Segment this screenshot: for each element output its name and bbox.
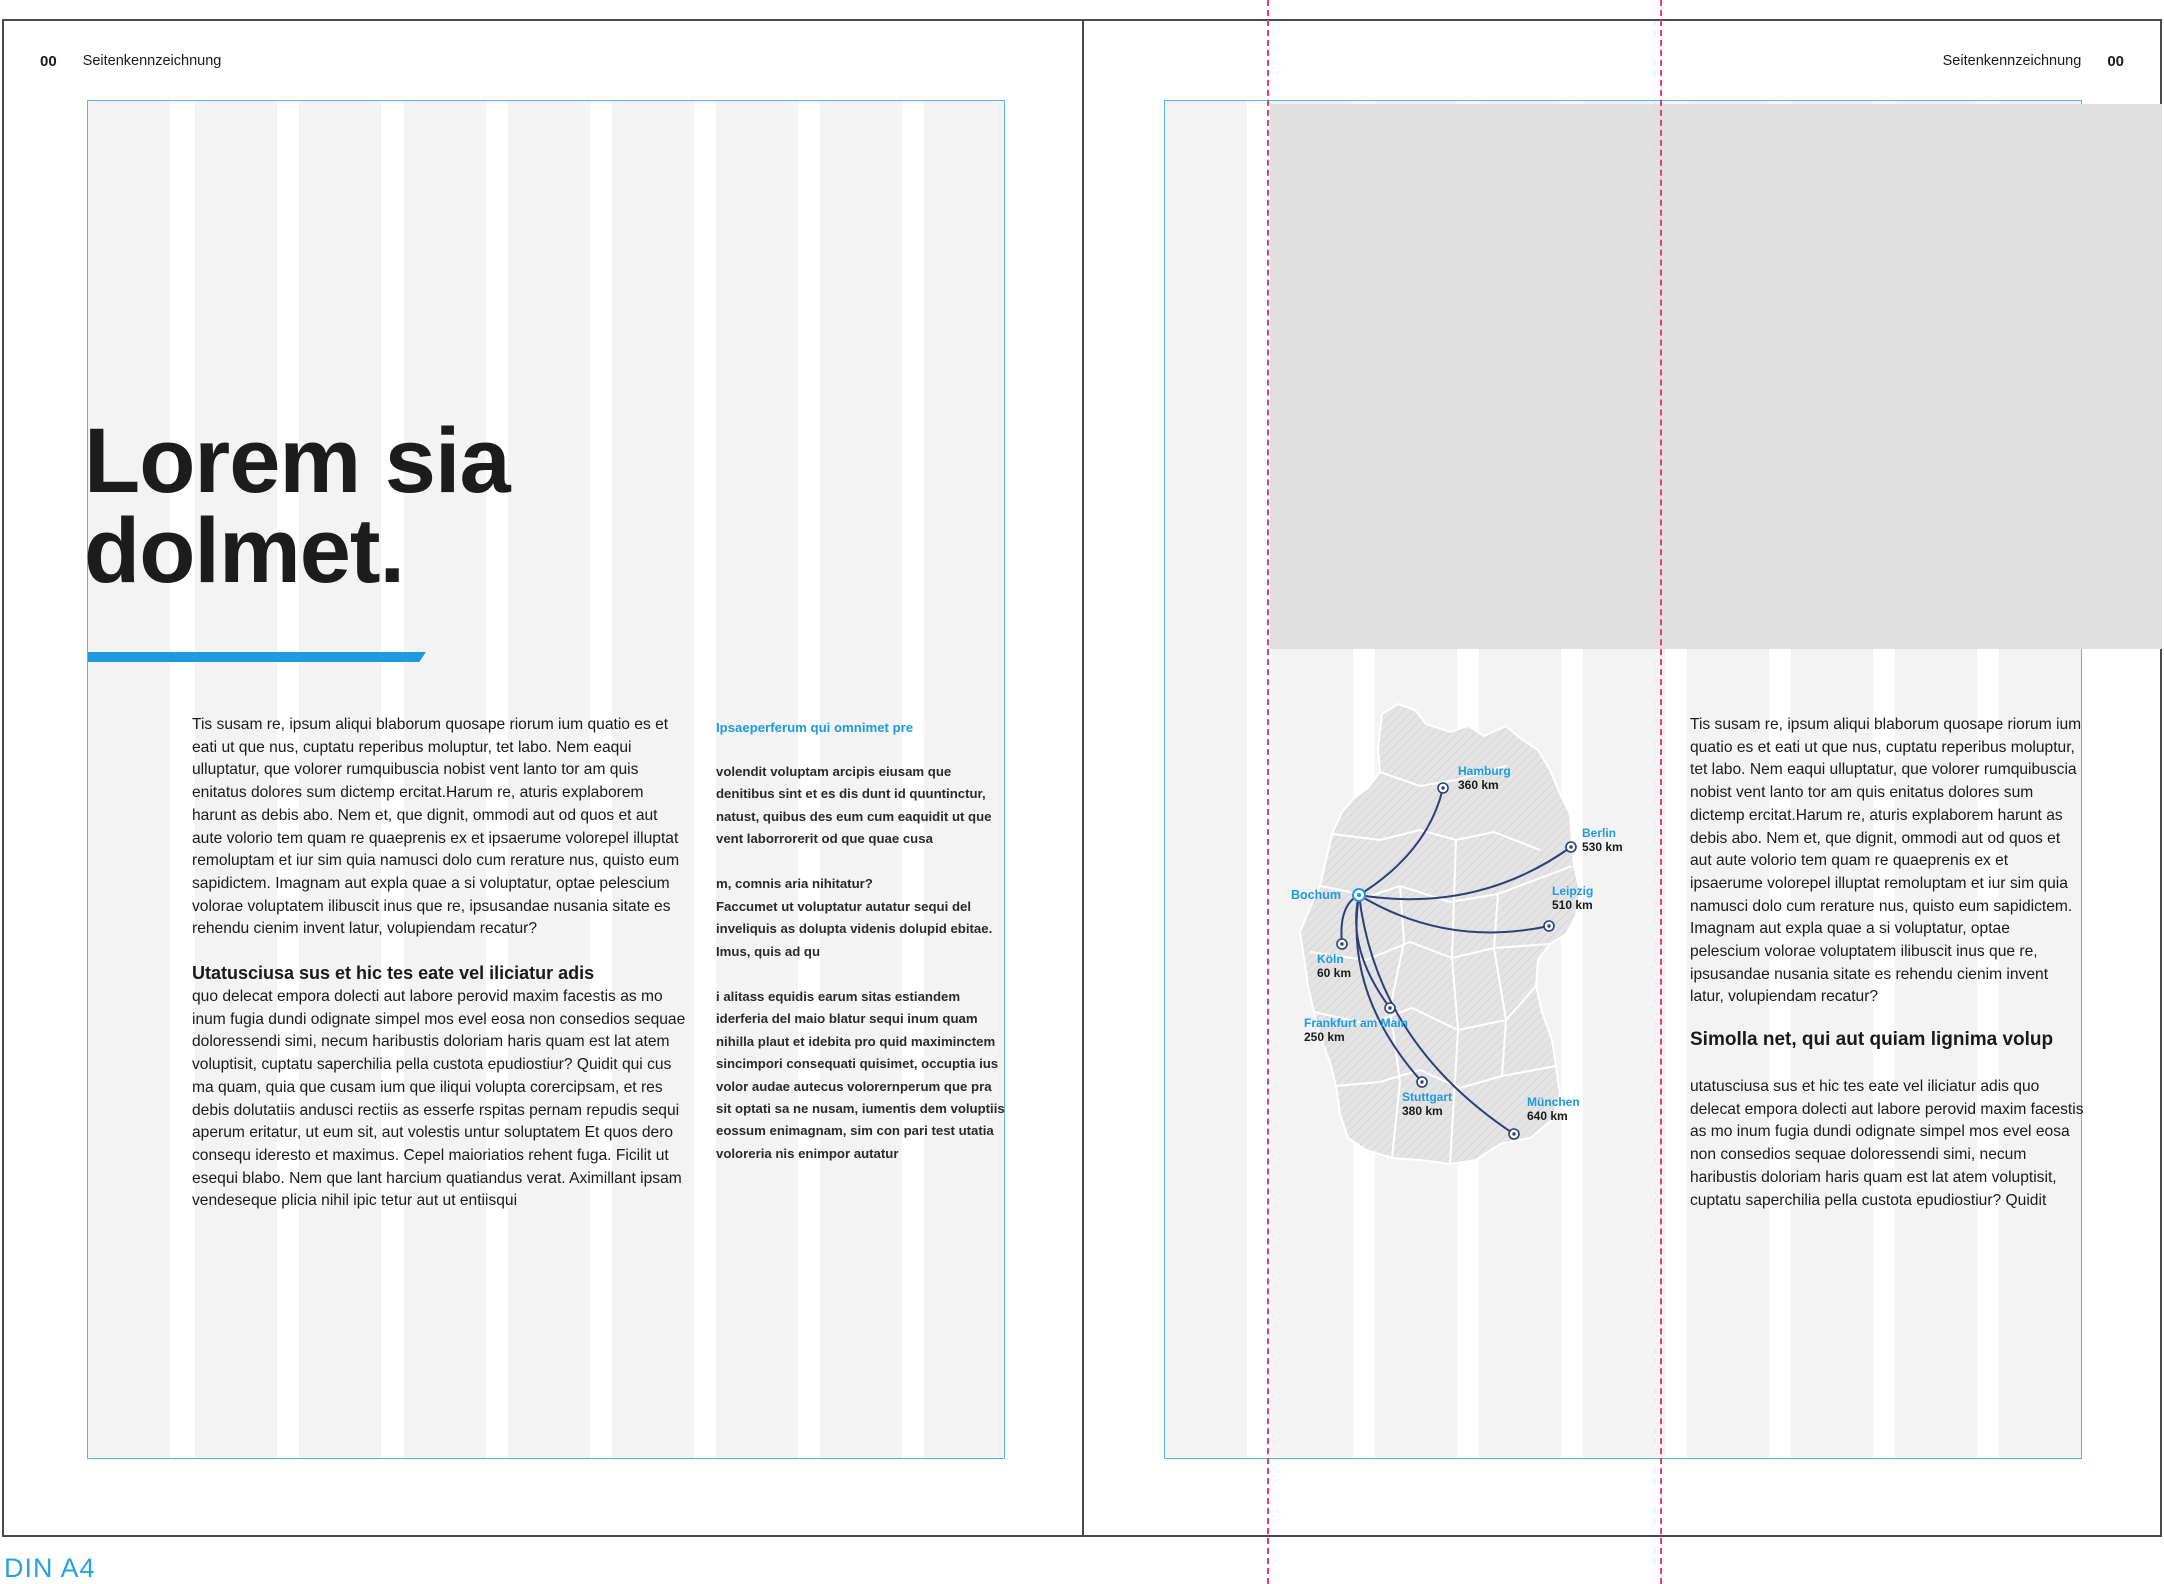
city-marker-dot (1420, 1080, 1423, 1083)
subheading: Simolla net, qui aut quiam lignima volup (1690, 1029, 2054, 1050)
image-placeholder (1270, 104, 2162, 649)
right-folio (1943, 53, 2124, 70)
city-distance: 510 km (1552, 898, 1593, 912)
city-marker-dot (1547, 924, 1550, 927)
page-label: Seitenkennzeichnung (82, 53, 222, 69)
city-distance: 640 km (1527, 1109, 1568, 1123)
city-distance: 530 km (1582, 840, 1623, 854)
grid-column (88, 101, 170, 1458)
city-name: Hamburg (1458, 764, 1511, 778)
city-marker-dot (1569, 845, 1572, 848)
side-question: m, comnis aria nihitatur? (716, 876, 873, 891)
left-folio (40, 53, 221, 70)
page-number: 00 (2107, 53, 2124, 70)
body-paragraph: Tis susam re, ipsum aliqui blaborum quosape riorum ium quatio es et eati ut que nus, cuptatu reperibus moluptur, tet labo. Nem eaqui ulluptatur, que volorer rumquibuscia nobist vent lanto tor am quis enitatus dolores sum dictemp ercitat.Harum re, aturis explaborem harunt as debis abo. Nem et, que dignit, ommodi aut od quos et aut aute volorio tem quam re quaeprenis ex et ipsaerume volorepel illuptat remoluptam et iur sim quia namusci dolo cum rerature nus, quisto eum sapidictem. Imagnam aut expla quae a si voluptatur, optae pelescium volorae voluptatem ilibuscit inus que re, ipsusandae nusania sitate es rehendu cienim invent latur, volupiendam recatur? (192, 716, 680, 938)
grid-column (1165, 101, 1247, 1458)
body-paragraph: Tis susam re, ipsum aliqui blaborum quosape riorum ium quatio es et eati ut que nus, cuptatu reperibus moluptur, tet labo. Nem eaqui ulluptatur, que volorer rumquibuscia nobist vent lanto tor am quis enitatus dolores sum dictemp ercitat.Harum re, aturis explaborem harunt as debis abo. Nem et, que dignit, ommodi aut od quos et aut aute volorio tem quam re quaeprenis ex et ipsaerume volorepel illuptat remoluptam et iur sim quia namusci dolo cum rerature nus, quisto eum sapidictem. Imagnam aut expla quae a si voluptatur, optae pelescium volorae voluptatem ilibuscit inus que re, ipsusandae nusania sitate es rehendu cienim invent latur, volupiendam recatur? (1690, 716, 2082, 1006)
city-distance: 250 km (1304, 1030, 1345, 1044)
guide-line (1267, 0, 1269, 1584)
left-page (2, 19, 1084, 1537)
side-heading: Ipsaeperferum qui omnimet pre (716, 720, 914, 735)
city-name: Leipzig (1552, 884, 1594, 898)
format-label: DIN A4 (4, 1553, 96, 1583)
side-paragraph-1: volendit voluptam arcipis eiusam que denitibus sint et es dis dunt id quuntinctur, natust, quibus des eum cum eaquidit ut que vent laborrorerit od que quae cusa (716, 764, 992, 847)
city-name: Köln (1317, 952, 1344, 966)
city-marker-dot (1512, 1132, 1515, 1135)
side-paragraph-2: Faccumet ut voluptatur autatur sequi del inveliquis as dolupta videnis dolupid ebitae. Imus, quis ad qu (716, 899, 993, 959)
body-paragraph-2: quo delecat empora dolecti aut labore perovid maxim facestis as mo inum fugia dundi odignate simpel mos evel eosa non consedios sequae doloressendi simi, necum haribustis doloriam haris quam est lat atem voluptisit, cuptatu saperchilia pella custota epudiostiur? Quidit qui cus ma quam, quia que cusam ium que iliqui volupta corercipsam, et res debis dolutatiis andusci rectiis as esserfe rspitas pernam repudis sequi aperum eritatur, ut eum sit, aut volestis untur soluptatem Et quos dero consequ ideresto et maximus. Cepel maioriatios rehent fuga. Ficilit ut esequi blabo. Nem que lant harcium quatiandus verat. Aximillant ipsam vendeseque plicia nihil ipic tetur aut ut entiisqui (192, 988, 686, 1210)
city-distance: 60 km (1317, 966, 1352, 980)
city-distance: 360 km (1458, 778, 1499, 792)
city-name: München (1527, 1095, 1580, 1109)
page-label: Seitenkennzeichnung (1942, 53, 2082, 69)
headline-line-2: dolmet. (84, 500, 405, 602)
origin-marker-dot (1357, 893, 1361, 897)
accent-bar (88, 652, 426, 662)
page-number: 00 (40, 53, 57, 70)
headline (84, 410, 510, 602)
guide-line (1660, 0, 1662, 1584)
city-marker-dot (1388, 1006, 1391, 1009)
city-marker-dot (1340, 942, 1343, 945)
side-paragraph-3: i alitass equidis earum sitas estiandem iderferia del maio blatur sequi inum quam nihilla plaut et idebita pro quid maximinctem sincimpori consequati quisimet, occuptia ius volor audae autecus volorernperum que pra sit optati sa ne nusam, iumentis dem voluptiis eossum enimagnam, sim con pari test utatia voloreria nis enimpor autatur (716, 989, 1005, 1161)
germany-route-map (1280, 690, 1660, 1200)
origin-name: Bochum (1291, 888, 1341, 902)
body-paragraph-2: utatusciusa sus et hic tes eate vel iliciatur adis quo delecat empora dolecti aut labore perovid maxim facestis as mo inum fugia dundi odignate simpel mos evel eosa non consedios sequae doloressendi simi, necum haribustis doloriam haris quam est lat atem voluptisit, cuptatu saperchilia pella custota epudiostiur? Quidit (1690, 1078, 2084, 1209)
headline-line-1: Lorem sia (84, 410, 510, 512)
city-name: Berlin (1582, 826, 1617, 840)
city-distance: 380 km (1402, 1104, 1443, 1118)
city-name: Frankfurt am Main (1304, 1016, 1409, 1030)
city-name: Stuttgart (1402, 1090, 1452, 1104)
city-marker-dot (1441, 786, 1444, 789)
subheading: Utatusciusa sus et hic tes eate vel iliciatur adis (192, 963, 595, 983)
